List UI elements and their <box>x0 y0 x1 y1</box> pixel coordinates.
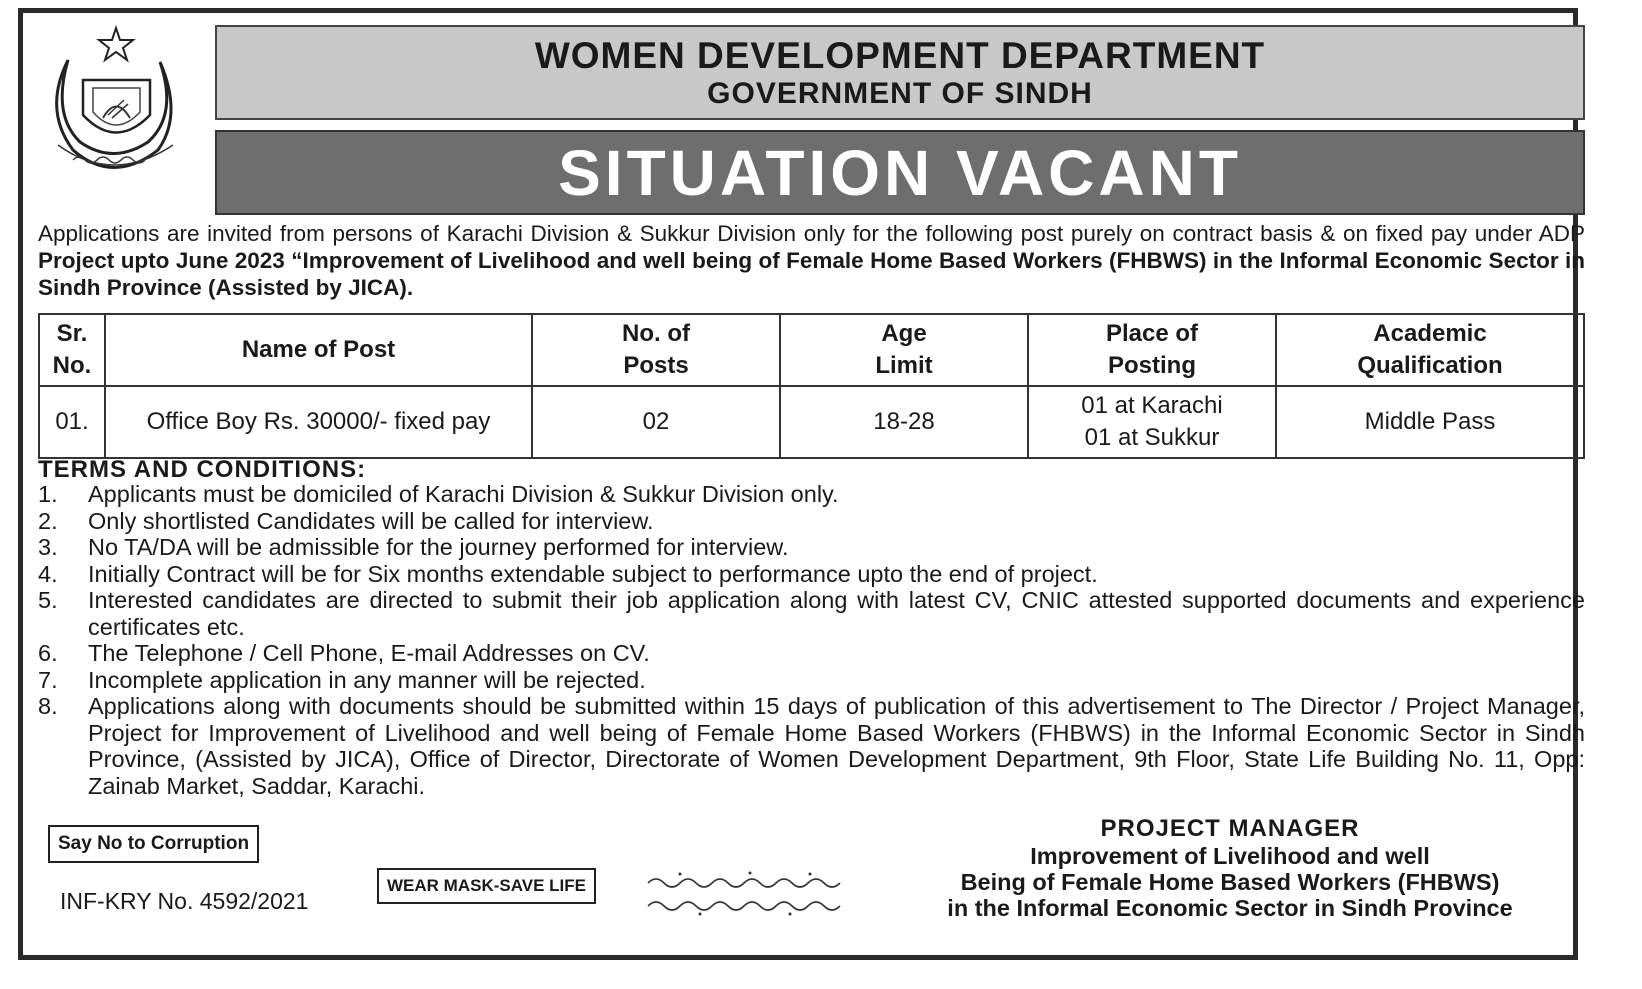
header-sr-no: Sr. No. <box>39 314 105 386</box>
say-no-to-corruption-box: Say No to Corruption <box>48 825 259 863</box>
intro-plain-text: Applications are invited from persons of Karachi Division & Sukkur Division only for the following post purely on contract basis & on fixed pay under ADP <box>38 221 1585 246</box>
list-item: 2. Only shortlisted Candidates will be called for interview. <box>38 507 654 534</box>
wear-mask-box: WEAR MASK-SAVE LIFE <box>377 868 596 904</box>
header-age-limit: Age Limit <box>780 314 1028 386</box>
cell-qualification: Middle Pass <box>1276 386 1584 458</box>
signatory-block <box>880 815 1580 921</box>
government-name: GOVERNMENT OF SINDH <box>707 77 1093 110</box>
table-row <box>39 386 1584 458</box>
list-item: 8. Applications along with documents should be submitted within 15 days of publication of this advertisement to The Director / Project Manager, Project for Improvement of Livelihood and well being of Female Home Based Workers (FHBWS) in the Informal Economic Sector in Sindh Province, (Assisted by JICA), Office of Director, Directorate of Women Development Department, 9th Floor, State Life Building No. 11, Opp: Zainab Market, Saddar, Karachi. <box>38 693 1585 799</box>
urdu-slogan-image <box>640 868 865 918</box>
table-header-row <box>39 314 1584 386</box>
intro-paragraph <box>38 220 1585 301</box>
situation-vacant-banner: SITUATION VACANT <box>215 130 1585 215</box>
signatory-line: Improvement of Livelihood and well <box>1030 843 1430 869</box>
department-name: WOMEN DEVELOPMENT DEPARTMENT <box>534 35 1266 76</box>
signatory-line: Being of Female Home Based Workers (FHBWS) <box>960 869 1500 895</box>
header-place-of-posting: Place of Posting <box>1028 314 1276 386</box>
list-item: 5. Interested candidates are directed to submit their job application along with latest CV, CNIC attested supported documents and experience certificates etc. <box>38 587 1585 640</box>
cell-sr: 01. <box>39 386 105 458</box>
list-item: 4. Initially Contract will be for Six months extendable subject to performance upto the end of project. <box>38 560 1098 587</box>
terms-title: TERMS AND CONDITIONS: <box>38 456 367 483</box>
signatory-title: PROJECT MANAGER <box>1100 815 1360 842</box>
cell-place: 01 at Karachi 01 at Sukkur <box>1028 386 1276 458</box>
header-no-of-posts: No. of Posts <box>532 314 780 386</box>
header-academic-qualification: Academic Qualification <box>1276 314 1584 386</box>
header-name-of-post: Name of Post <box>105 314 532 386</box>
list-item: 7. Incomplete application in any manner will be rejected. <box>38 666 646 693</box>
list-item: 1. Applicants must be domiciled of Karachi Division & Sukkur Division only. <box>38 481 839 507</box>
list-item: 3. No TA/DA will be admissible for the journey performed for interview. <box>38 534 789 560</box>
signatory-line: in the Informal Economic Sector in Sindh Province <box>947 895 1513 921</box>
cell-post: Office Boy Rs. 30000/- fixed pay <box>105 386 532 458</box>
terms-list <box>38 481 1585 799</box>
cell-age: 18-28 <box>780 386 1028 458</box>
inf-reference-number: INF-KRY No. 4592/2021 <box>60 888 309 914</box>
posts-table <box>38 313 1585 459</box>
list-item: 6. The Telephone / Cell Phone, E-mail Addresses on CV. <box>38 640 650 666</box>
department-header <box>215 25 1585 120</box>
sindh-government-emblem <box>38 20 188 185</box>
intro-project-text: Project upto June 2023 “Improvement of Livelihood and well being of Female Home Based Workers (FHBWS) in the Informal Economic Sector in Sindh Province (Assisted by JICA). <box>38 248 1585 300</box>
cell-count: 02 <box>532 386 780 458</box>
